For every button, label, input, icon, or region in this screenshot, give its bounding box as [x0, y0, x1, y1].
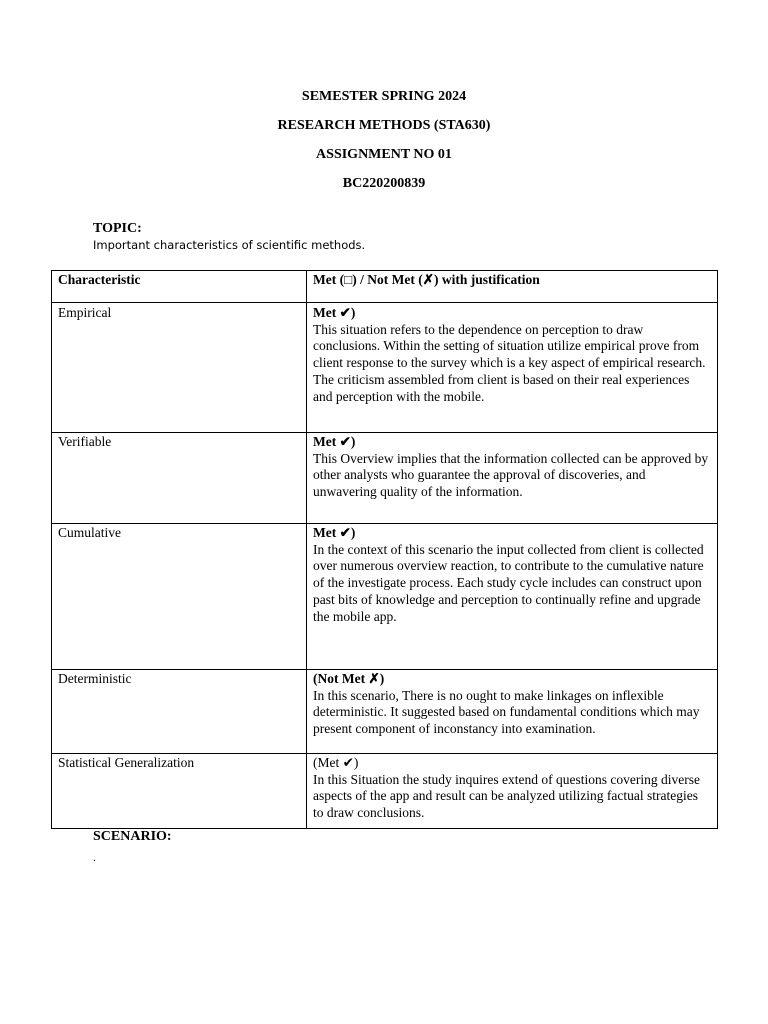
- characteristic-cell: Statistical Generalization: [52, 754, 307, 829]
- assignment-title: ASSIGNMENT NO 01: [316, 147, 452, 162]
- justification-cell: [307, 303, 718, 433]
- justification-text: In this Situation the study inquires extend of questions covering diverse aspects of the app and result can be analyzed utilizing factual strategies to draw conclusions.: [313, 771, 700, 821]
- justification-text: This situation refers to the dependence on perception to draw conclusions. Within the setting of situation utilize empirical prove from client response to the survey which is a key aspect of empirical research. The criticism assembled from client is based on their real experiences and perception with the mobile.: [313, 321, 706, 404]
- student-id: BC220200839: [342, 176, 426, 191]
- column-header-characteristic: Characteristic: [52, 271, 307, 303]
- characteristics-table: [51, 270, 718, 829]
- verdict-label: Met ✔): [313, 525, 356, 540]
- characteristic-cell: Empirical: [52, 303, 307, 433]
- justification-text: In this scenario, There is no ought to make linkages on inflexible deterministic. It suggested based on fundamental conditions which may present component of inconstancy into examination.: [313, 687, 700, 737]
- justification-cell: [307, 754, 718, 829]
- justification-cell: [307, 670, 718, 754]
- characteristic-cell: Deterministic: [52, 670, 307, 754]
- justification-cell: [307, 433, 718, 524]
- table-row: [52, 433, 718, 524]
- scenario-heading: SCENARIO:: [93, 829, 172, 844]
- table-row: [52, 754, 718, 829]
- column-header-justification: Met (□) / Not Met (✗) with justification: [307, 271, 718, 303]
- semester-title: SEMESTER SPRING 2024: [301, 89, 467, 104]
- scenario-text: .: [93, 850, 96, 864]
- verdict-label: (Not Met ✗): [313, 671, 385, 686]
- course-title: RESEARCH METHODS (STA630): [277, 118, 491, 133]
- topic-text: Important characteristics of scientific methods.: [93, 238, 366, 252]
- justification-cell: [307, 524, 718, 670]
- table-header-row: [52, 271, 718, 303]
- verdict-label: Met ✔): [313, 305, 356, 320]
- characteristic-cell: Verifiable: [52, 433, 307, 524]
- table-row: [52, 524, 718, 670]
- verdict-label: (Met ✔): [313, 755, 359, 770]
- characteristic-cell: Cumulative: [52, 524, 307, 670]
- justification-text: In the context of this scenario the input collected from client is collected over numerous overview reaction, to contribute to the cumulative nature of the investigate process. Each study cycle includes can construct upon past bits of knowledge and perception to continually refine and upgrade the mobile app.: [313, 541, 704, 624]
- verdict-label: Met ✔): [313, 434, 356, 449]
- topic-heading: TOPIC:: [93, 221, 142, 236]
- table-row: [52, 303, 718, 433]
- table-row: [52, 670, 718, 754]
- justification-text: This Overview implies that the information collected can be approved by other analysts who guarantee the approval of discoveries, and unwavering quality of the information.: [313, 450, 709, 500]
